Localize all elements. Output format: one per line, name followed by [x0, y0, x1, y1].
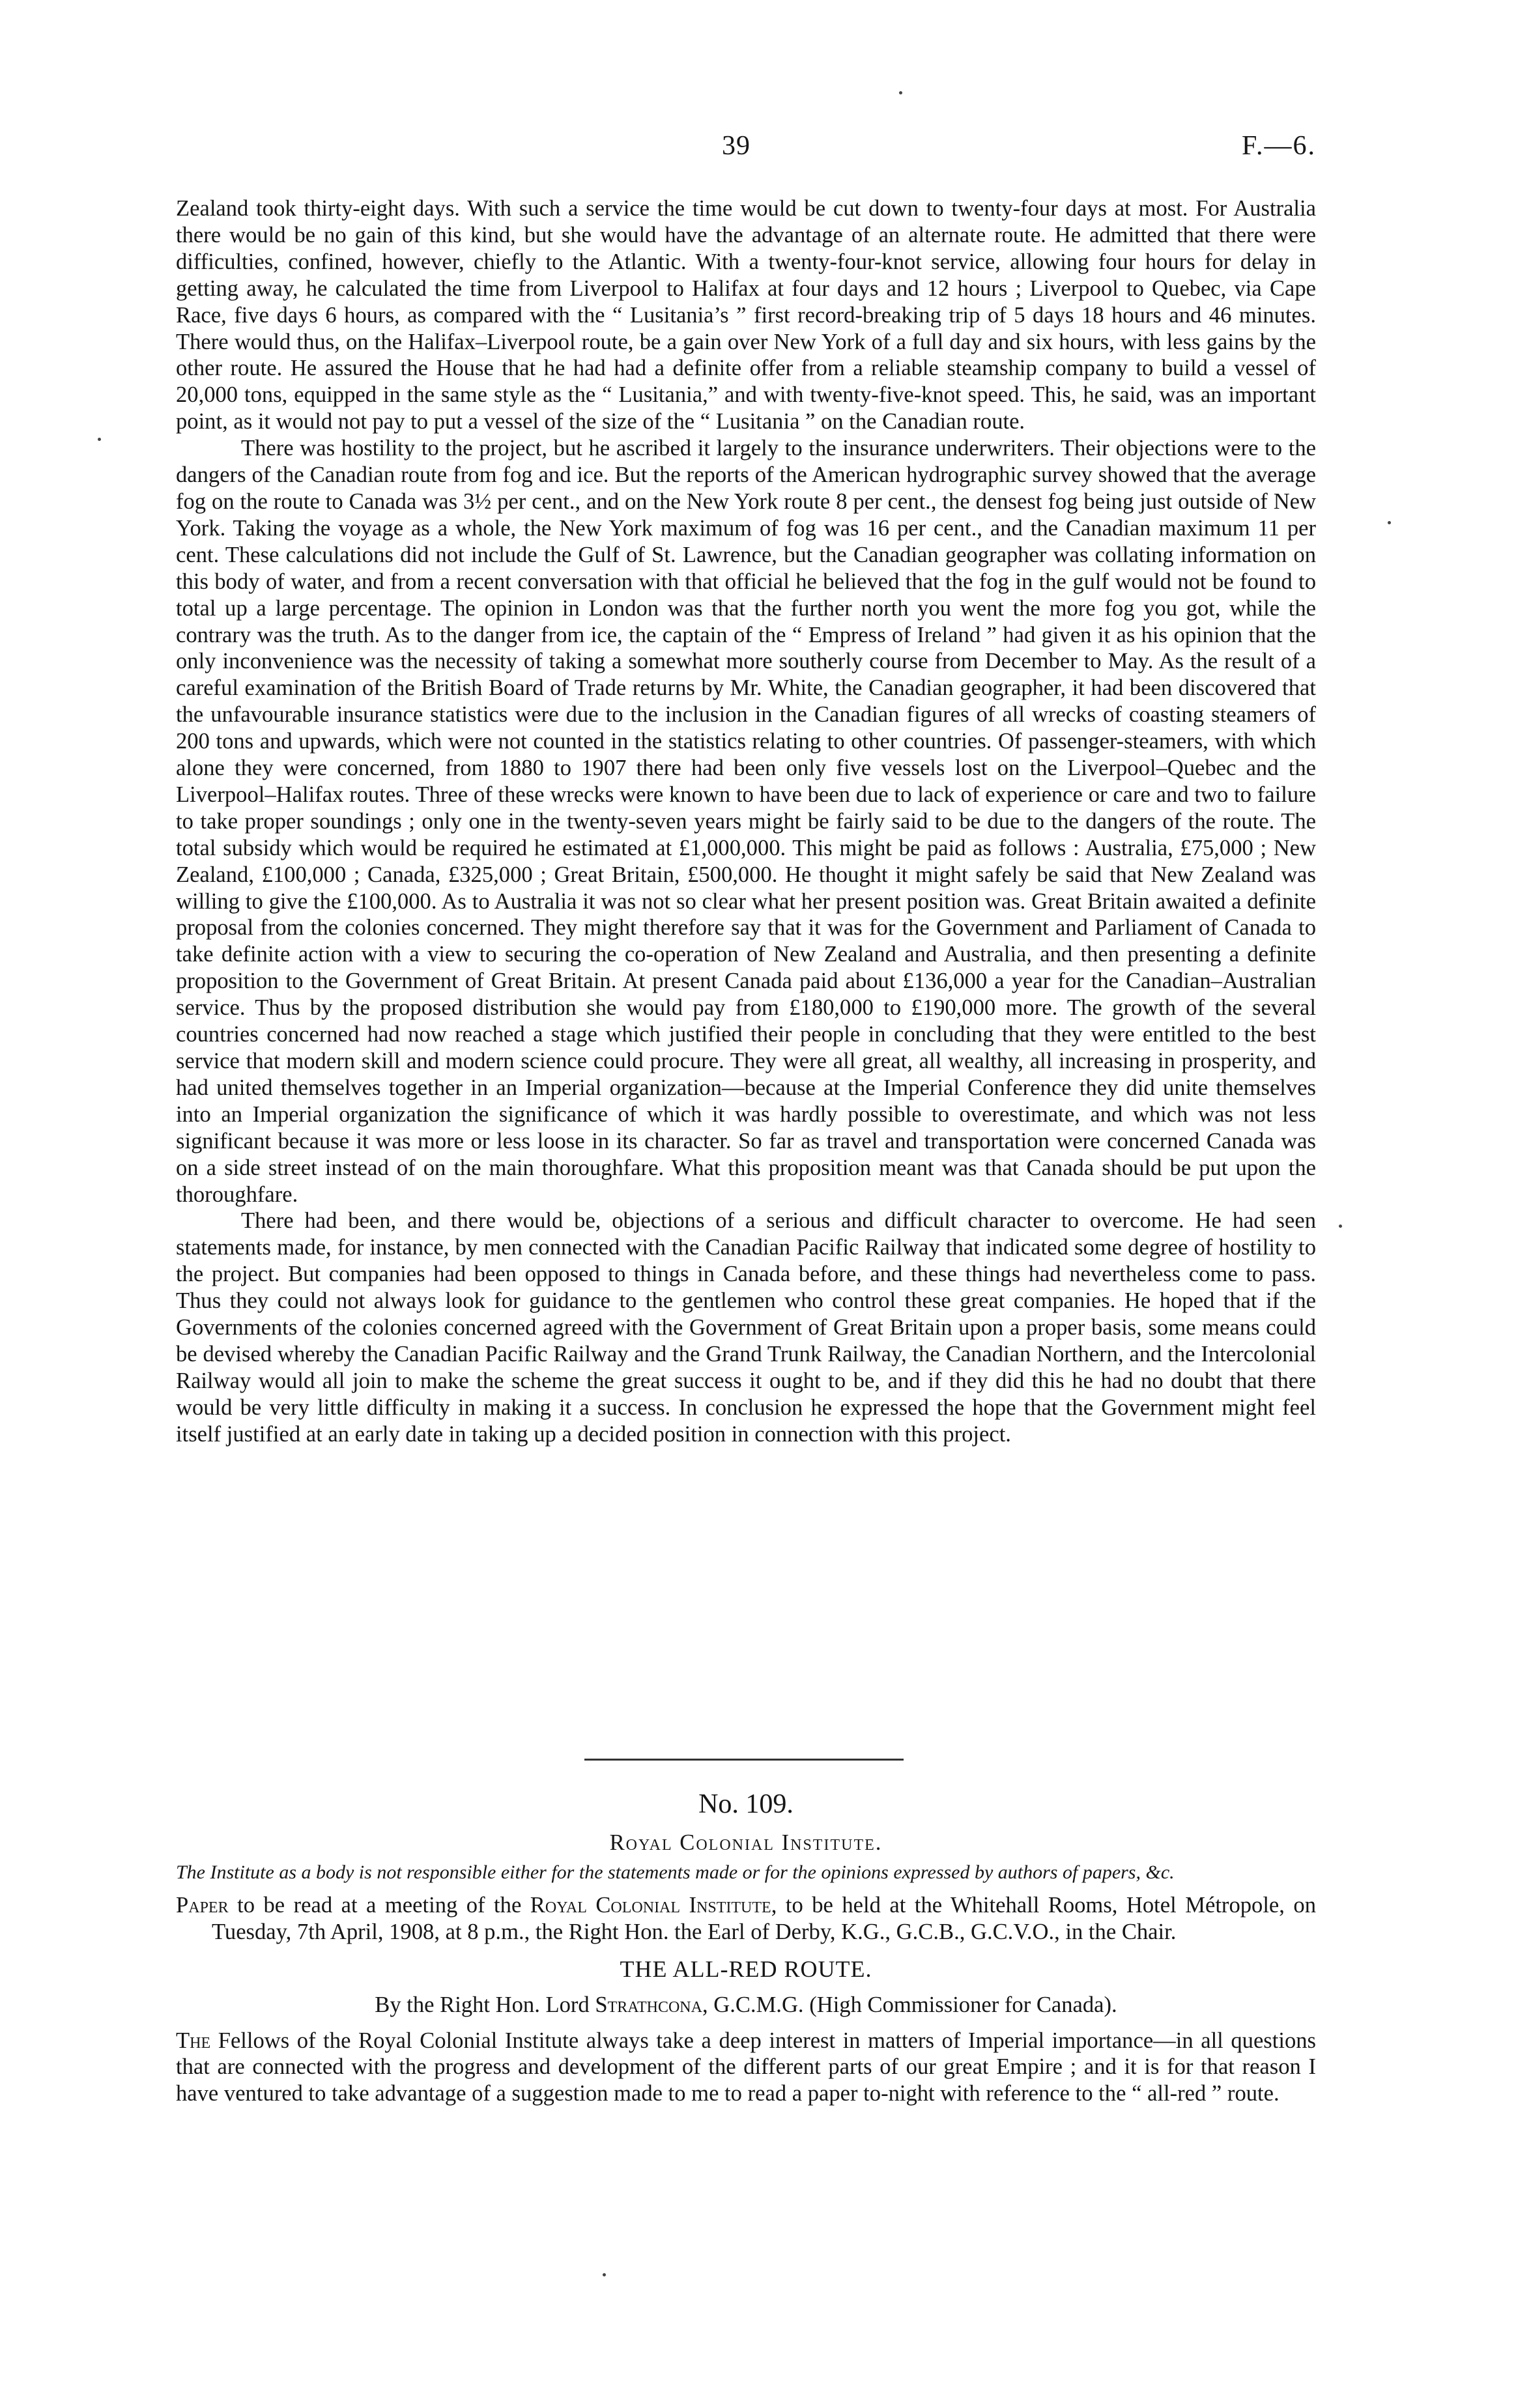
- section-divider: [584, 1759, 904, 1761]
- section-number: No. 109.: [698, 1789, 794, 1819]
- paper-intro: [176, 2028, 1316, 2108]
- main-text: [176, 195, 1316, 1448]
- byline-name: Strathcona: [595, 1992, 702, 2017]
- announcement-org: Royal Colonial Institute: [530, 1892, 771, 1918]
- byline-text-1: By the Right Hon. Lord: [375, 1992, 595, 2017]
- meeting-announcement: [176, 1892, 1316, 1946]
- section-organization: Royal Colonial Institute.: [609, 1830, 883, 1855]
- paper-code: F.—6.: [1242, 131, 1316, 161]
- announcement-text-2: , to be held at the Whitehall Rooms, Hotel Métropole, on Tuesday, 7th April, 1908, at 8 p.m., the Right Hon. the Earl of Derby, K.G., G.C.B., G.C.V.O., in the Chair.: [212, 1892, 1316, 1944]
- speck-mark: [899, 91, 902, 94]
- paragraph-objections: There had been, and there would be, objections of a serious and difficult character to overcome. He had seen statements made, for instance, by men connected with the Canadian Pacific Railway that indicated some degree of hostility to the project. But companies had been opposed to things in Canada before, and these things had nevertheless come to pass. Thus they could not always look for guidance to the gentlemen who control these great companies. He hoped that if the Governments of the colonies concerned agreed with the Government of Great Britain upon a proper basis, some means could be devised whereby the Canadian Pacific Railway and the Grand Trunk Railway, the Canadian Northern, and the Intercolonial Railway would all join to make the scheme the great success it ought to be, and if they did this he had no doubt that there would be very little difficulty in making it a success. In conclusion he expressed the hope that the Government might feel itself justified at an early date in taking up a decided position in connection with this project.: [176, 1208, 1316, 1447]
- intro-text: Fellows of the Royal Colonial Institute always take a deep interest in matters of Imperial importance—in all questions that are connected with the progress and development of the different parts of our great Empire ; and it is for that reason I have ventured to take advantage of a suggestion made to me to read a paper to-night with reference to the “ all-red ” route.: [176, 2028, 1316, 2106]
- paragraph-hostility: There was hostility to the project, but he ascribed it largely to the insurance underwriters. Their objections were to the dangers of the Canadian route from fog and ice. But the reports of the American hydrographic survey showed that the average fog on the route to Canada was 3½ per cent., and on the New York route 8 per cent., the densest fog being just outside of New York. Taking the voyage as a whole, the New York maximum of fog was 16 per cent., and the Canadian maximum 11 per cent. These calculations did not include the Gulf of St. Lawrence, but the Canadian geographer was collating information on this body of water, and from a recent conversation with that official he believed that the fog in the gulf would not be found to total up a large percentage. The opinion in London was that the further north you went the more fog you got, while the contrary was the truth. As to the danger from ice, the captain of the “ Empress of Ireland ” had given it as his opinion that the only inconvenience was the necessity of taking a somewhat more southerly course from December to May. As the result of a careful examination of the British Board of Trade returns by Mr. White, the Canadian geographer, it had been discovered that the unfavourable insurance statistics were due to the inclusion in the Canadian figures of all wrecks of coasting steamers of 200 tons and upwards, which were not counted in the statistics relating to other countries. Of passenger-steamers, with which alone they were concerned, from 1880 to 1907 there had been only five vessels lost on the Liverpool–Quebec and the Liverpool–Halifax routes. Three of these wrecks were known to have been due to lack of experience or care and two to failure to take proper soundings ; only one in the twenty-seven years might be fairly said to be due to the dangers of the route. The total subsidy which would be required he estimated at £1,000,000. This might be paid as follows : Australia, £75,000 ; New Zealand, £100,000 ; Canada, £325,000 ; Great Britain, £500,000. He thought it might safely be said that New Zealand was willing to give the £100,000. As to Australia it was not so clear what her present position was. Great Britain awaited a definite proposal from the colonies concerned. They might therefore say that it was for the Government and Parliament of Canada to take definite action with a view to securing the co-operation of New Zealand and Australia, and then presenting a definite proposition to the Government of Great Britain. At present Canada paid about £136,000 a year for the Canadian–Australian service. Thus by the proposed distribution she would pay from £180,000 to £190,000 more. The growth of the several countries concerned had now reached a stage which justified their people in concluding that they were entitled to the best service that modern skill and modern science could procure. They were all great, all wealthy, all increasing in prosperity, and had united themselves together in an Imperial organization—because at the Imperial Conference they did unite themselves into an Imperial organization the significance of which it was hardly possible to overestimate, and which was not less significant because it was more or less loose in its character. So far as travel and transportation were concerned Canada was on a side street instead of on the main thoroughfare. What this proposition meant was that Canada should be put upon the thoroughfare.: [176, 436, 1316, 1207]
- speck-mark: [603, 2273, 606, 2276]
- speck-mark: [98, 438, 101, 441]
- announcement-lead: Paper: [176, 1892, 229, 1918]
- speck-mark: [1388, 521, 1391, 524]
- byline-text-2: , G.C.M.G. (High Commissioner for Canada).: [702, 1992, 1117, 2017]
- paper-title: THE ALL-RED ROUTE.: [620, 1955, 872, 1982]
- page-number: 39: [722, 131, 751, 161]
- section-no-109: [176, 1788, 1316, 2107]
- intro-lead: The: [176, 2028, 211, 2053]
- announcement-text-1: to be read at a meeting of the: [228, 1892, 530, 1918]
- paper-byline: [176, 1992, 1316, 2018]
- page-header: [176, 130, 1316, 169]
- section-disclaimer: The Institute as a body is not responsible either for the statements made or for the opinions expressed by authors of papers, &c.: [176, 1861, 1175, 1883]
- speck-mark: [1339, 1225, 1342, 1228]
- paragraph-continuation: Zealand took thirty-eight days. With such a service the time would be cut down to twenty-four days at most. For Australia there would be no gain of this kind, but she would have the advantage of an alternate route. He admitted that there were difficulties, confined, however, chiefly to the Atlantic. With a twenty-four-knot service, allowing four hours for delay in getting away, he calculated the time from Liverpool to Halifax at four days and 12 hours ; Liverpool to Quebec, via Cape Race, five days 6 hours, as compared with the “ Lusitania’s ” first record-breaking trip of 5 days 18 hours and 46 minutes. There would thus, on the Halifax–Liverpool route, be a gain over New York of a full day and six hours, with less gains by the other route. He assured the House that he had had a definite offer from a reliable steamship company to build a vessel of 20,000 tons, equipped in the same style as the “ Lusitania,” and with twenty-five-knot speed. This, he said, was an important point, as it would not pay to put a vessel of the size of the “ Lusitania ” on the Canadian route.: [176, 196, 1316, 434]
